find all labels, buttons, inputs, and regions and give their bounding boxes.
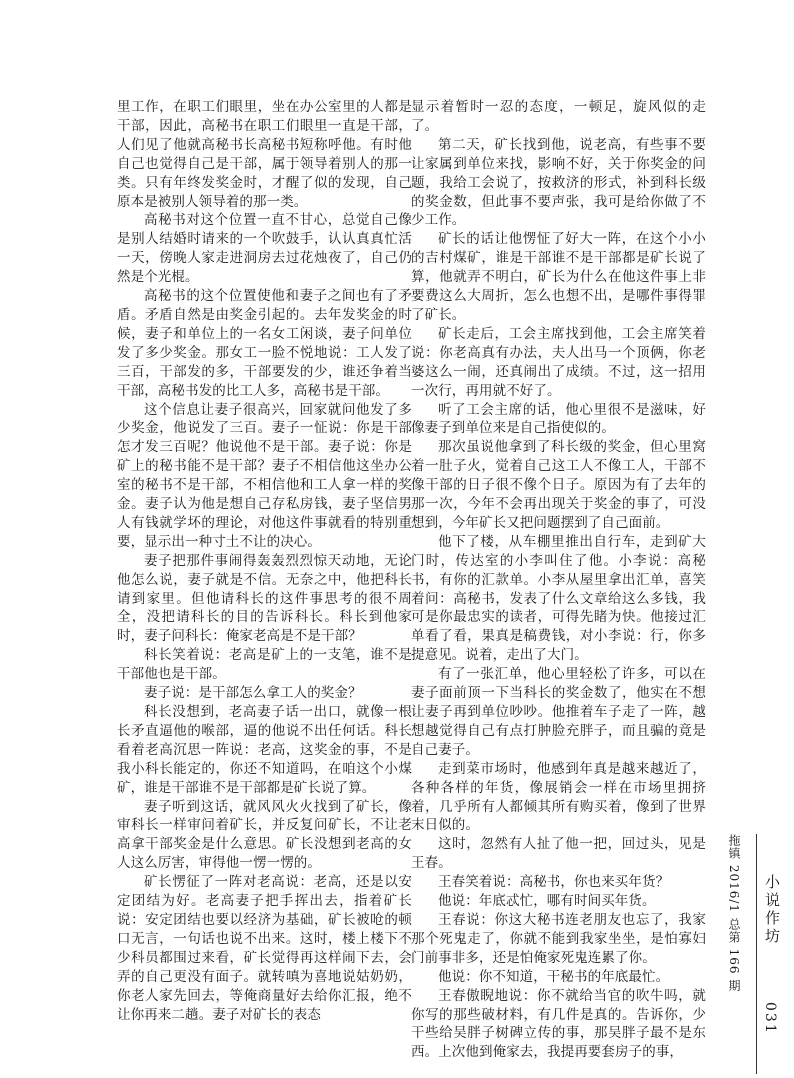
paragraph: 科长没想到，老高妻子话一出口，就像一根长矛直逼他的喉部，逼的他说不出任何话。科长看着老高沉思一阵说：老高，这奖金的事，不是我小科长能定的，你还不知道吗，在咱这个小煤矿，谁是干部谁不是干部都是矿长说了算。 — [117, 704, 412, 796]
left-text-column — [117, 98, 412, 1024]
paragraph: 妻子把那件事闹得轰轰烈烈惊天动地，无论他怎么说，妻子就是不信。无奈之中，他把科长请到家里。但他请科长的这件事思考的很不周全，没把请科长的目的告诉科长。科长到他家时，妻子问科长：俺家老高是不是干部？ — [117, 552, 412, 645]
paragraph: 矿长愣征了一阵对老高说：老高，还是以安定团结为好。老高妻子把手挥出去，指着矿长说：安定团结也要以经济为基础，矿长被呛的顿口无言，一句话也说不出来。这时，楼上楼下不少科员都围过来看，矿长觉得再这样闹下去，会弄的自己更没有面子。就转嗔为喜地说姑奶奶，你老人家先回去，等俺商量好去给你汇报，绝不让你再来二趟。妻子对矿长的表态 — [117, 874, 412, 1023]
right-text-column — [411, 98, 706, 1062]
paragraph: 听了工会主席的话，他心里很不是滋味，好像妻子到单位来是自己指使似的。 — [411, 401, 706, 437]
paragraph: 他说：年底忒忙，哪有时间买年货。 — [438, 893, 656, 910]
paragraph: 里工作，在职工们眼里，坐在办公室里的人都是干部，因此，高秘书在职工们眼里一直是干部，人们见了他就高秘书长高秘书短称呼他。有时他自己也觉得自己是干部，属于领导着别人的那一类。只有年终发奖金时，才醒了似的发现，自己原本是被别人领导着的那一类。 — [117, 99, 412, 210]
paragraph: 第二天，矿长找到他，说老高，有些事不要让家属到单位来找，影响不好，关于你奖金的问题，我给工会说了，按救济的形式，补到科长级的奖金数，但此事不要声张，我可是给你做了不少工作。 — [411, 136, 706, 229]
paragraph: 那次虽说他拿到了科长级的奖金，但心里窝着一肚子火，觉着自己这工人不像工人，干部不像干部的日子很不像个日子。原因为有了去年的那一次，今年不会再出现关于奖金的事了，可没想到，今年矿长又把问题摆到了自己面前。 — [411, 439, 706, 531]
paragraph: 走到菜市场时，他感到年真是越来越近了，各种各样的年货，像展销会一样在市场里拥挤着，几乎所有人都倾其所有购买着，像到了世界末日似的。 — [411, 760, 706, 834]
page-sidebar — [727, 834, 781, 1074]
paragraph: 矿长走后，工会主席找到他，工会主席笑着说：你老高真有办法，夫人出马一个顶俩，你老婆这么一闹，还真闹出了成绩。不过，这一招用一次行，再用就不好了。 — [411, 325, 706, 399]
paragraph: 高秘书对这个位置一直不甘心，总觉自己像是别人结婚时请来的一个吹鼓手，认认真真忙活一天，傍晚人家走进洞房去过花烛夜了，自己仍然是个光棍。 — [117, 212, 412, 286]
paragraph: 显示着暂时一忍的态度，一顿足，旋风似的走了。 — [411, 99, 706, 134]
paragraph: 科长笑着说：老高是矿上的一支笔，谁不是干部他也是干部。 — [117, 647, 412, 683]
paragraph: 他下了楼，从车棚里推出自行车，走到矿大门时，传达室的小李叫住了他。小李说：高秘书，有你的汇款单。小李从屋里拿出汇单，喜笑着问：高秘书，发表了什么文章给这么多钱，我可是你最忠实的读者，可得先睹为快。他接过汇单看了看，果真是稿费钱，对小李说：行，你多提意见。说着，走出了大门。 — [411, 533, 706, 664]
sidebar-divider — [756, 834, 757, 1074]
paragraph: 高秘书的这个位置使他和妻子之间也有了矛盾。矛盾自然是由奖金引起的。去年发奖金的时候，妻子和单位上的一名女工闲谈，妻子问单位发了多少奖金。那女工一脸不悦地说：工人发了三百，干部发的多，干部要发的少，谁还争着当干部，高秘书发的比工人多，高秘书是干部。 — [117, 288, 412, 399]
paragraph: 他说：你不知道，干秘书的年底最忙。 — [438, 968, 670, 985]
paragraph: 矿长的话让他愣怔了好大一阵，在这个小小的吉村煤矿，谁是干部谁不是干部都是矿长说了算，他就弄不明白，矿长为什么在他这件事上非要费这么大周折，怎么也想不出，是哪件事得罪了矿长。 — [411, 231, 706, 323]
paragraph: 这个信息让妻子很高兴，回家就问他发了多少奖金，他说发了三百。妻子一怔说：你是干部怎才发三百呢？他说他不是干部。妻子说：你是矿上的秘书能不是干部？妻子不相信他这坐办公室的秘书不是干部，不相信他和工人拿一样的奖金。妻子认为他是想自己存私房钱，妻子坚信男人有钱就学坏的理论，对他这件事就看的特别重要，显示出一种寸土不让的决心。 — [117, 401, 412, 550]
paragraph: 王春笑着说：高秘书，你也来买年货？ — [438, 874, 670, 891]
paragraph: 妻子说：是干部怎么拿工人的奖金？ — [144, 685, 362, 702]
paragraph: 妻子听到这话，就风风火火找到了矿长，像审科长一样审问着矿长，并反复问矿长，不让老高拿干部奖金是什么意思。矿长没想到老高的女人这么厉害，审得他一愣一愣的。 — [117, 798, 412, 872]
issue-info: 拖镇 2016/1 总第 166 期 — [727, 834, 741, 993]
paragraph: 这时，忽然有人扯了他一把，回过头，见是王春。 — [411, 836, 706, 872]
paragraph: 王春傲睨地说：你不就给当官的吹牛吗，就你写的那些破材料，有几件是真的。告诉你，少干些给吴胖子树碑立传的事，那吴胖子最不是东西。上次他到俺家去，我提再要套房子的事， — [411, 987, 706, 1061]
paragraph: 有了一张汇单，他心里轻松了许多，可以在妻子面前顶一下当科长的奖金数了，他实在不想让妻子再到单位吵吵。他推着车子走了一阵，越想越觉得自己有点打肿脸充胖子，而且骗的竟是自己妻子。 — [411, 666, 706, 758]
paragraph: 王春说：你这大秘书连老朋友也忘了，我家那个死鬼走了，你就不能到我家坐坐，是怕寡妇门前事非多，还是怕俺家死鬼连累了你。 — [411, 911, 706, 966]
column-name: 小说作坊 — [763, 874, 781, 946]
page-number: 031 — [762, 1002, 778, 1035]
